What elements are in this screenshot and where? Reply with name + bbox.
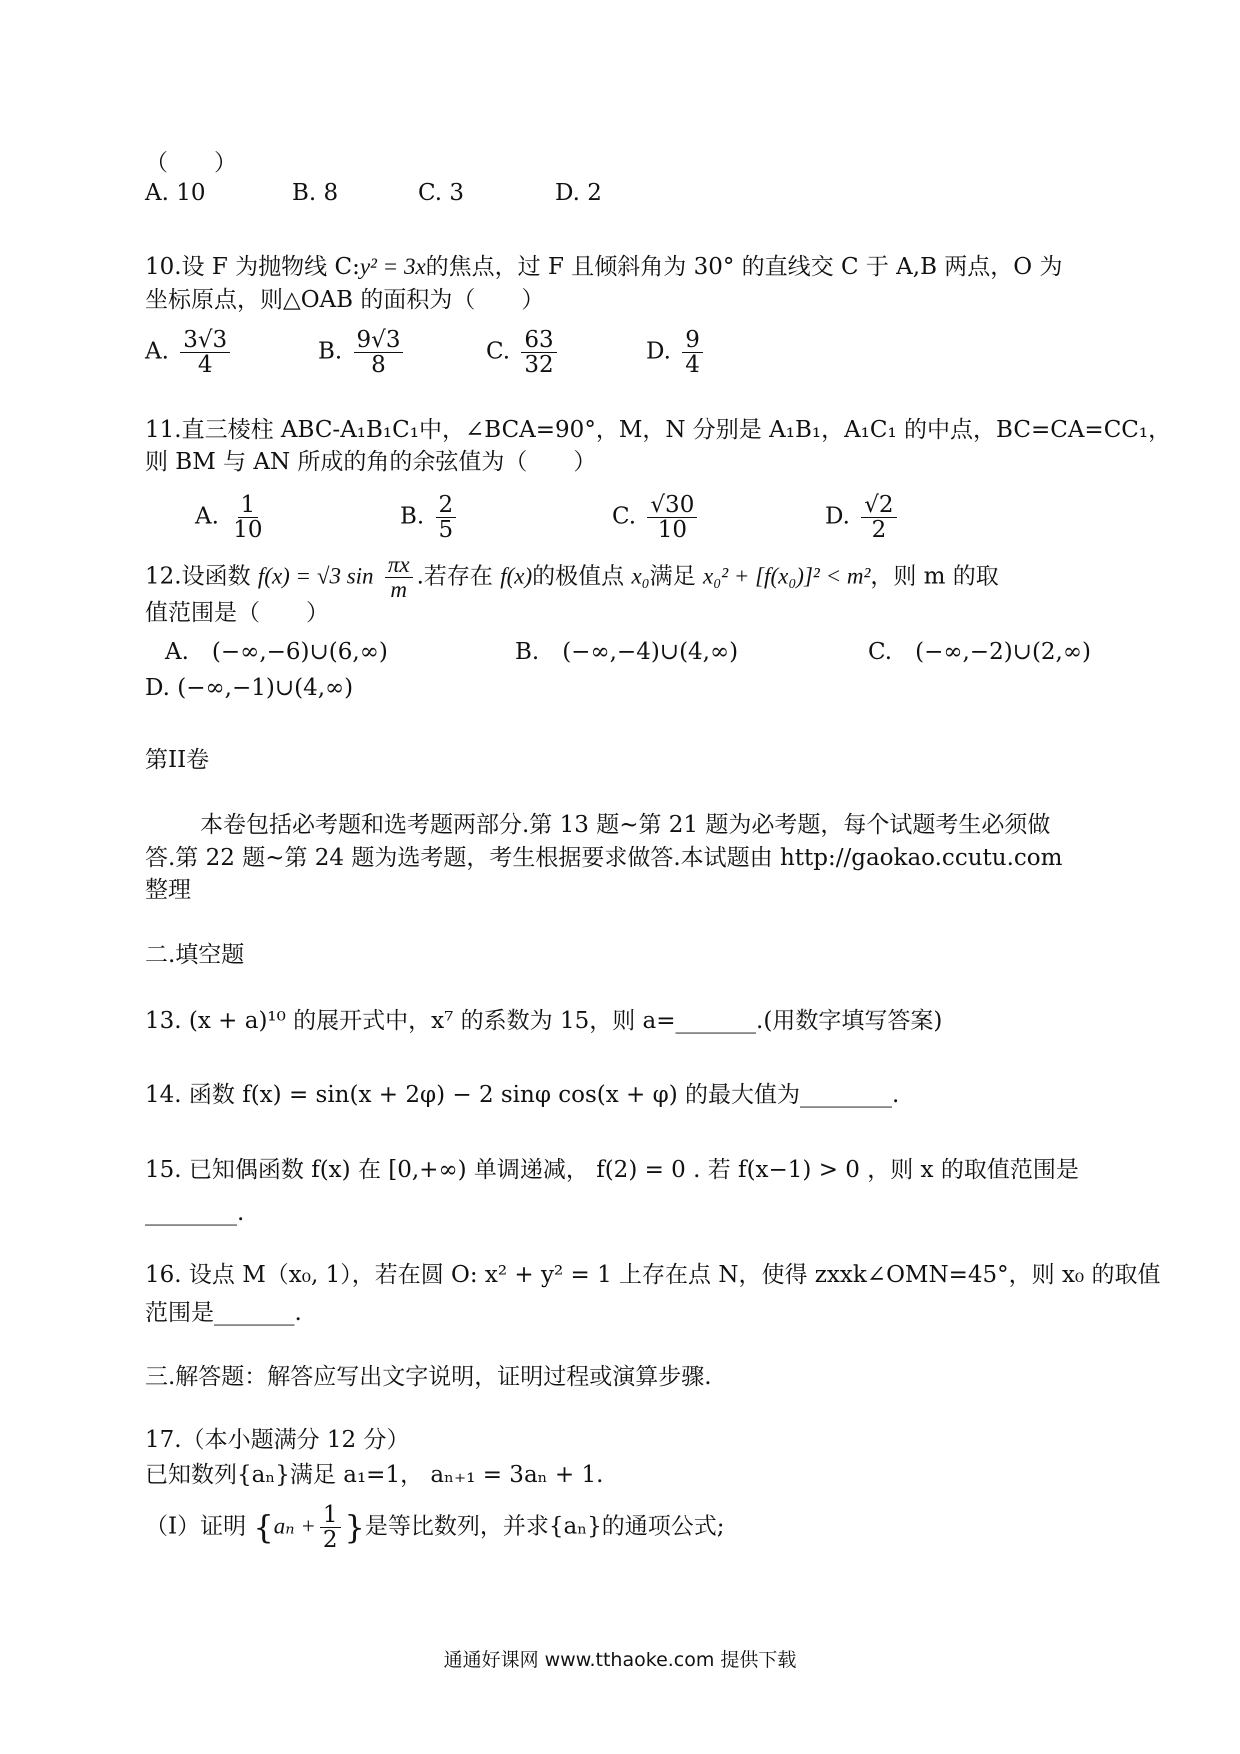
q17-header: 17.（本小题满分 12 分） xyxy=(145,1427,410,1453)
q10-line1 xyxy=(145,252,1062,282)
section2-para-line1: 本卷包括必考题和选考题两部分.第 13 题~第 21 题为必考题，每个试题考生必须做 xyxy=(200,812,1051,838)
q12-text-c: 的极值点 xyxy=(532,563,625,590)
q12-text-a: 12.设函数 xyxy=(145,563,251,590)
section2-title: 第II卷 xyxy=(145,747,210,773)
q12-text-d: 满足 xyxy=(649,563,696,590)
q11-option-c-label: C. xyxy=(612,503,637,530)
q17-part1 xyxy=(145,1503,725,1552)
q12-text-e: ，则 m 的取 xyxy=(870,563,999,590)
q11-option-d xyxy=(825,493,901,542)
q9-paren: （ ） xyxy=(145,150,237,176)
q11-option-a-label: A. xyxy=(195,503,219,530)
section2-para-line3: 整理 xyxy=(145,877,191,903)
q11-line2: 则 BM 与 AN 所成的角的余弦值为（ ） xyxy=(145,449,597,475)
q11-line1: 11.直三棱柱 ABC-A₁B₁C₁中，∠BCA=90°，M，N 分别是 A₁B₁，A₁C₁ 的中点，BC=CA=CC₁， xyxy=(145,417,1172,443)
q10-equation: y² = 3x xyxy=(359,254,426,279)
solve-title: 三.解答题：解答应写出文字说明，证明过程或演算步骤. xyxy=(145,1364,712,1390)
q10-text-b: 的焦点，过 F 且倾斜角为 30° 的直线交 C 于 A,B 两点，O 为 xyxy=(425,254,1063,280)
q9-option-a: A. 10 xyxy=(145,180,206,206)
q10-option-c xyxy=(486,328,561,377)
q12-fraction: $\frac{\pi x}{m}$ xyxy=(385,553,413,602)
q13: 13. (x + a)¹⁰ 的展开式中，x⁷ 的系数为 15，则 a=_______.(用数字填写答案) xyxy=(145,1008,943,1034)
fill-title: 二.填空题 xyxy=(145,942,245,968)
q17-fraction: $\frac{1}{2}$ xyxy=(320,1503,341,1552)
q10-option-c-fraction: $\frac{63}{32}$ xyxy=(521,328,556,377)
q17-part1-text-b: 是等比数列，并求{aₙ}的通项公式; xyxy=(364,1513,725,1540)
q12-option-d: D. (−∞,−1)∪(4,∞) xyxy=(145,675,354,701)
q16-line1: 16. 设点 M（x₀, 1），若在圆 O: x² + y² = 1 上存在点 N，使得 zxxk∠OMN=45°，则 x₀ 的取值 xyxy=(145,1262,1161,1288)
q15-line2: ________. xyxy=(145,1200,245,1226)
q17-brace-right: } xyxy=(344,1508,365,1547)
q12-x0: x₀ xyxy=(631,563,650,589)
q10-option-a-fraction: $\frac{3√3}{4}$ xyxy=(180,328,230,377)
q12-inequality: x₀² + [f(x₀)]² < m² xyxy=(702,563,871,589)
q11-option-d-label: D. xyxy=(825,503,850,530)
q16-line2: 范围是_______. xyxy=(145,1300,302,1326)
q10-line2: 坐标原点，则△OAB 的面积为（ ） xyxy=(145,287,545,313)
q10-option-a-label: A. xyxy=(145,338,169,365)
q12-fx: f(x) xyxy=(500,563,533,589)
q10-option-d-fraction: $\frac{9}{4}$ xyxy=(682,328,703,377)
q11-option-a xyxy=(195,493,270,542)
q10-option-c-label: C. xyxy=(486,338,511,365)
q9-option-b: B. 8 xyxy=(292,180,339,206)
q15-line1: 15. 已知偶函数 f(x) 在 [0,+∞) 单调递减， f(2) = 0 . 若 f(x−1) > 0 ，则 x 的取值范围是 xyxy=(145,1157,1079,1183)
q10-text-a: 10.设 F 为抛物线 C: xyxy=(145,254,360,280)
q12-option-a: A. (−∞,−6)∪(6,∞) xyxy=(165,639,388,665)
q9-option-c: C. 3 xyxy=(418,180,465,206)
q10-option-d-label: D. xyxy=(646,338,671,365)
q11-option-c-fraction: $\frac{√30}{10}$ xyxy=(647,493,697,542)
q11-option-a-fraction: $\frac{1}{10}$ xyxy=(233,492,263,544)
q12-line1 xyxy=(145,553,999,602)
q9-option-d: D. 2 xyxy=(555,180,602,206)
q17-part1-text-a: （Ⅰ）证明 xyxy=(145,1513,247,1540)
q11-option-b-fraction: $\frac{2}{5}$ xyxy=(436,493,457,542)
footer-credit: 通通好课网 www.tthaoke.com 提供下载 xyxy=(443,1649,797,1671)
q10-option-a xyxy=(145,328,234,377)
q12-function: f(x) = √3 sin xyxy=(257,563,374,589)
q12-option-b: B. (−∞,−4)∪(4,∞) xyxy=(515,639,739,665)
q11-option-c xyxy=(612,493,701,542)
q11-option-b-label: B. xyxy=(400,503,425,530)
q17-line1: 已知数列{aₙ}满足 a₁=1， aₙ₊₁ = 3aₙ + 1. xyxy=(145,1462,604,1488)
q17-brace-left: { xyxy=(253,1508,274,1547)
q10-option-b-fraction: $\frac{9√3}{8}$ xyxy=(354,328,404,377)
q12-option-c: C. (−∞,−2)∪(2,∞) xyxy=(868,639,1092,665)
q14: 14. 函数 f(x) = sin(x + 2φ) − 2 sinφ cos(x + φ) 的最大值为________. xyxy=(145,1082,900,1108)
q12-line2: 值范围是（ ） xyxy=(145,600,329,626)
section2-para-line2: 答.第 22 题~第 24 题为选考题，考生根据要求做答.本试题由 http://gaokao.ccutu.com xyxy=(145,845,1063,871)
q10-option-d xyxy=(646,328,707,377)
q17-set-term: aₙ + xyxy=(273,1513,316,1539)
q11-option-d-fraction: $\frac{√2}{2}$ xyxy=(861,493,896,542)
q10-option-b xyxy=(318,328,407,377)
q11-option-b xyxy=(400,493,460,542)
q10-option-b-label: B. xyxy=(318,338,343,365)
q12-text-b: .若存在 xyxy=(416,563,493,590)
